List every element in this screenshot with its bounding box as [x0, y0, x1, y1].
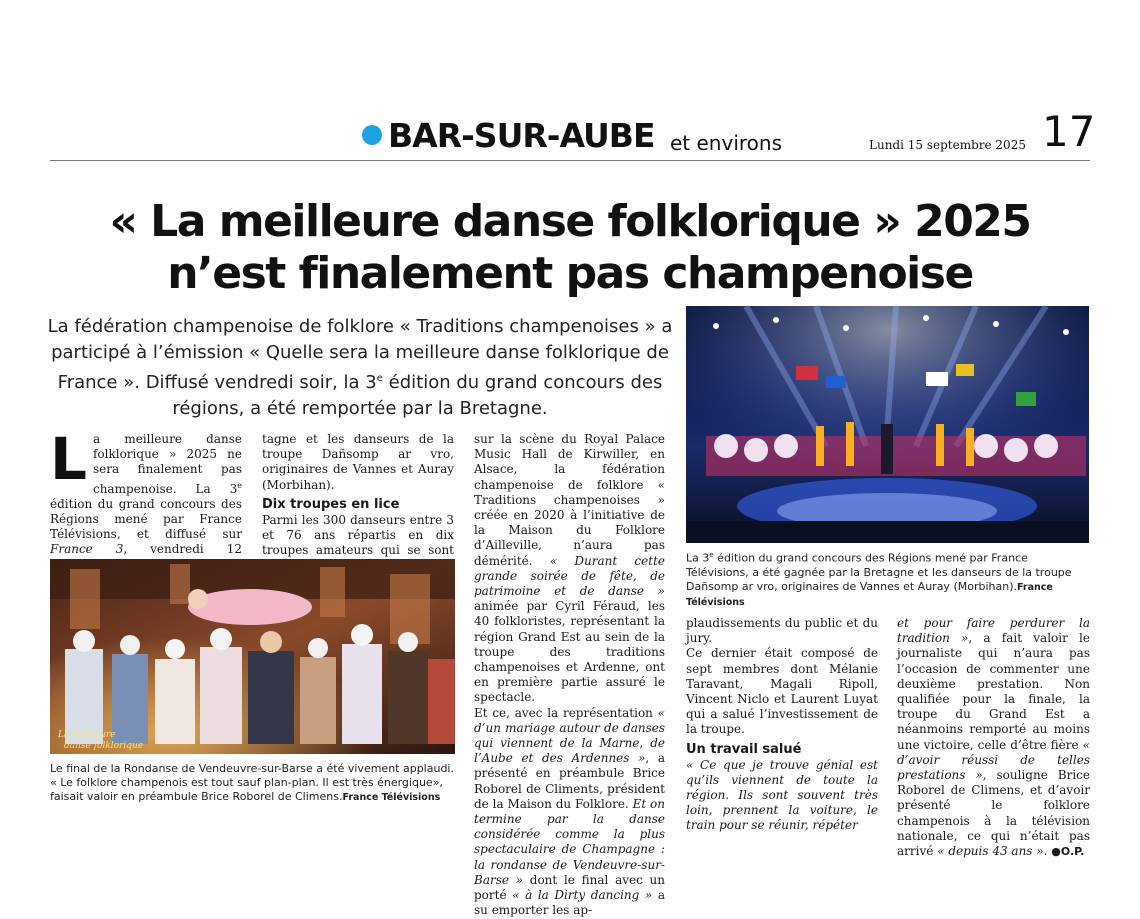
headline-line-2: n’est finalement pas champenoise — [167, 248, 973, 299]
italic-run: « d’avoir réussi de telles prestations » — [897, 737, 1090, 783]
dropcap: L — [50, 425, 87, 493]
header-rule — [50, 160, 1090, 161]
caption-text: édition du grand concours des Régions mené par France Télévisions, a été gagnée par la Bretagne et les danseurs de la troupe Dañsomp ar vro, originaires de Vannes et Auray (Morbihan). — [686, 551, 1072, 593]
text-run: a su emporter les ap- — [474, 888, 666, 918]
text-run: Et ce, avec la représentation — [474, 705, 658, 720]
photo-credit: France Télévisions — [686, 581, 1053, 608]
photo-stage-image — [686, 306, 1089, 543]
text-run: a meilleure danse folklorique » 2025 ne sera finalement pas champenoise. La 3 — [92, 432, 242, 496]
text-run: , vendredi 12 — [123, 542, 242, 557]
photo-stage — [686, 306, 1089, 543]
paragraph: Parmi les 300 danseurs entre 3 et 76 ans répartis en dix troupes amateurs qui se sont — [262, 512, 454, 558]
article-column-3 — [474, 432, 665, 919]
paragraph — [897, 616, 1090, 859]
headline — [40, 196, 1100, 300]
paragraph: tagne et les danseurs de la troupe Dañsomp ar vro, originaires de Vannes et Auray (Morbihan). — [262, 432, 454, 492]
italic-run: « depuis 43 ans » — [937, 844, 1044, 859]
section-title: BAR-SUR-AUBE — [388, 116, 655, 155]
subheading-travail-salue: Un travail salué — [686, 741, 802, 757]
text-run: , a présenté en préambule Brice Roborel de Climents, président de la Maison du Folklore. — [474, 751, 665, 811]
text-run: . — [1043, 844, 1052, 859]
caption-text: Le final de la Rondanse de Vendeuvre-sur-Barse a été vivement applaudi. « Le folklore champenois est tout sauf plan-plan. Il est très énergique», faisait valoir en préambule Brice Roborel de Climens. — [50, 762, 454, 803]
italic-run: Et on termine par la danse considérée comme la plus spectaculaire de Champagne : la rondanse de Vendeuvre-sur-Barse » — [474, 796, 665, 887]
italic-run: et pour faire perdurer la tradition » — [897, 616, 1090, 646]
photo-rondanse-image — [50, 559, 455, 754]
text-run: dont le final avec un porté — [474, 872, 666, 903]
text-run: animée par Cyril Féraud, les 40 folkloristes, représentant la région Grand Est au sein de la troupe des traditions champenoises et Ardenne, ont en première partie assuré le spectacle. — [474, 599, 665, 705]
italic-run: France 3 — [50, 542, 124, 557]
svg-text:danse folklorique: danse folklorique — [64, 741, 144, 751]
page-number: 17 — [1042, 107, 1096, 156]
article-column-5 — [897, 616, 1090, 859]
issue-date: Lundi 15 septembre 2025 — [869, 138, 1026, 152]
photo-right-caption — [686, 548, 1089, 610]
photo-credit: France Télévisions — [342, 792, 441, 803]
paragraph — [474, 432, 665, 706]
article-lead — [40, 314, 680, 422]
subheading-dix-troupes: Dix troupes en lice — [262, 496, 400, 512]
italic-run: « Durant cette grande soirée de fête, de patrimoine et de danse » — [474, 553, 665, 599]
photo-rondanse — [50, 559, 455, 754]
sup: e — [237, 480, 242, 490]
svg-text:La meilleure: La meilleure — [58, 730, 116, 740]
article-column-2 — [262, 432, 454, 574]
italic-run: « à la Dirty dancing » — [512, 888, 653, 903]
italic-run: « d’un mariage autour de danses qui viennent de la Marne, de l’Aube et des Ardennes » — [474, 705, 665, 766]
italic-run: « Ce que je trouve génial est qu’ils viennent de toute la région. Ils sont souvent très loin, prennent la voiture, le train pour se réunir, répéter — [686, 757, 878, 833]
lead-text: La fédération champenoise de folklore « Traditions champenoises » a participé à l’émission « Quelle sera la meilleure danse folklorique de France ». Diffusé vendredi soir, la 3 — [47, 316, 673, 393]
text-run: , souligne Brice Roborel de Climens, et d’avoir présenté le folklore champenois à la télévision nationale, ce qui n’était pas arrivé — [897, 768, 1090, 859]
section-subtitle: et environs — [670, 131, 782, 155]
text-run: , a fait valoir le journaliste qui n’aura pas l’occasion de commenter une deuxième prestation. Non qualifiée pour la finale, la troupe du Grand Est a néanmoins remporté au moins une victoire, celle d’être fière — [897, 631, 1090, 752]
paragraph: Ce dernier était composé de sept membres dont Mélanie Taravant, Magali Ripoll, Vincent Niclo et Laurent Luyat qui a salué l’investissement de la troupe. — [686, 646, 878, 737]
photo-left-caption — [50, 762, 455, 805]
paragraph: plaudissements du public et du jury. — [686, 616, 878, 646]
text-run: édition du grand concours des Régions mené par France Télévisions, et diffusé sur — [50, 496, 242, 542]
section-bullet-icon — [362, 125, 382, 145]
headline-line-1: « La meilleure danse folklorique » 2025 — [109, 196, 1031, 247]
paragraph — [474, 706, 665, 919]
sup: e — [709, 551, 714, 559]
caption-text: La 3 — [686, 551, 710, 565]
lead-text-end: édition du grand concours des régions, a été remportée par la Bretagne. — [172, 372, 663, 419]
paragraph — [686, 758, 878, 834]
text-run: sur la scène du Royal Palace Music Hall de Kirwiller, en Alsace, la fédération champenoise de folklore « Traditions champenoises » créée en 2020 à l’initiative de la Maison du Folklore d’Ailleville, n’aura pas démérité. — [474, 432, 665, 568]
author-signature: ●O.P. — [1051, 845, 1085, 859]
article-column-4 — [686, 616, 878, 834]
lead-sup: e — [376, 373, 383, 384]
